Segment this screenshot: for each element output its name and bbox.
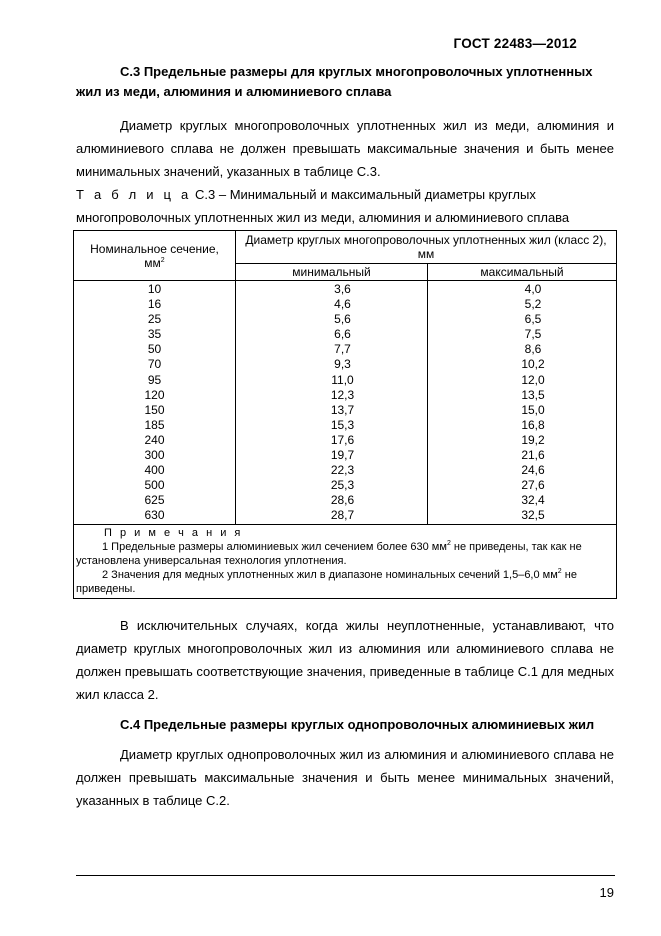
table-row <box>74 493 617 508</box>
cell-max: 4,0 <box>428 281 617 298</box>
cell-min: 15,3 <box>236 418 428 433</box>
table-notes-row <box>74 524 617 598</box>
cell-max: 15,0 <box>428 403 617 418</box>
cell-min: 28,6 <box>236 493 428 508</box>
cell-max: 32,4 <box>428 493 617 508</box>
cell-section: 400 <box>74 463 236 478</box>
cell-min: 5,6 <box>236 312 428 327</box>
notes-title: П р и м е ч а н и я <box>104 526 243 539</box>
table-row <box>74 433 617 448</box>
cell-section: 50 <box>74 342 236 357</box>
table-caption <box>76 183 614 229</box>
col-min-header: минимальный <box>236 264 428 281</box>
section-c4-title: С.4 Предельные размеры круглых однопроволочных алюминиевых жил <box>120 717 595 732</box>
cell-max: 6,5 <box>428 312 617 327</box>
cell-max: 12,0 <box>428 373 617 388</box>
cell-min: 19,7 <box>236 448 428 463</box>
table-caption-text: С.3 – Минимальный и максимальный диаметры круглых многопроволочных уплотненных жил из меди, алюминия и алюминиевого сплава <box>76 187 570 225</box>
note-1-sup: 2 <box>446 539 451 547</box>
cell-max: 27,6 <box>428 478 617 493</box>
table-row <box>74 342 617 357</box>
cell-section: 185 <box>74 418 236 433</box>
col-max-header: максимальный <box>428 264 617 281</box>
cell-max: 19,2 <box>428 433 617 448</box>
cell-min: 17,6 <box>236 433 428 448</box>
col-section-header-sup: 2 <box>160 256 165 264</box>
cell-max: 8,6 <box>428 342 617 357</box>
exceptional-cases-paragraph: В исключительных случаях, когда жилы неуплотненные, устанавливают, что диаметр круглых многопроволочных жил из алюминия или алюминиевого сплава не должен превышать соответствующие значения, приведенные в таблице С.1 для медных жил класса 2. <box>76 618 614 702</box>
note-2-sup: 2 <box>557 567 562 575</box>
table-row <box>74 281 617 298</box>
document-header: ГОСТ 22483—2012 <box>453 36 577 51</box>
table-row <box>74 373 617 388</box>
cell-section: 300 <box>74 448 236 463</box>
table-row <box>74 463 617 478</box>
cell-section: 120 <box>74 388 236 403</box>
table-notes <box>74 524 617 598</box>
table-caption-label: Т а б л и ц а <box>76 187 192 202</box>
col-section-header <box>74 231 236 281</box>
note-1 <box>76 540 612 568</box>
table-row <box>74 508 617 524</box>
cell-max: 21,6 <box>428 448 617 463</box>
table-row <box>74 297 617 312</box>
cell-section: 150 <box>74 403 236 418</box>
cell-max: 10,2 <box>428 357 617 372</box>
cell-max: 24,6 <box>428 463 617 478</box>
section-c4-paragraph: Диаметр круглых однопроволочных жил из алюминия и алюминиевого сплава не должен превышать максимальные значения и быть менее минимальных значений, указанных в таблице С.2. <box>76 747 614 808</box>
col-diameter-group-header: Диаметр круглых многопроволочных уплотненных жил (класс 2), мм <box>236 231 617 264</box>
cell-min: 3,6 <box>236 281 428 298</box>
cell-section: 10 <box>74 281 236 298</box>
cell-section: 625 <box>74 493 236 508</box>
cell-min: 4,6 <box>236 297 428 312</box>
table-row <box>74 357 617 372</box>
cell-max: 5,2 <box>428 297 617 312</box>
cell-min: 28,7 <box>236 508 428 524</box>
cell-min: 12,3 <box>236 388 428 403</box>
cell-min: 13,7 <box>236 403 428 418</box>
note-2 <box>76 568 612 596</box>
section-c3-paragraph: Диаметр круглых многопроволочных уплотненных жил из меди, алюминия и алюминиевого сплава не должен превышать максимальные значения и быть менее минимальных значений, указанных в таблице С.3. <box>76 118 614 179</box>
table-row <box>74 403 617 418</box>
table-row <box>74 388 617 403</box>
cell-section: 240 <box>74 433 236 448</box>
table-row <box>74 327 617 342</box>
cell-min: 22,3 <box>236 463 428 478</box>
note-2-text-b: не приведены. <box>76 568 577 595</box>
cell-section: 16 <box>74 297 236 312</box>
table-row <box>74 418 617 433</box>
diameter-table <box>73 230 617 599</box>
cell-max: 13,5 <box>428 388 617 403</box>
table-row <box>74 312 617 327</box>
cell-section: 35 <box>74 327 236 342</box>
cell-max: 7,5 <box>428 327 617 342</box>
footer-divider <box>76 875 615 876</box>
cell-section: 630 <box>74 508 236 524</box>
note-1-text-b: не приведены, так как не установлена универсальная технология уплотнения. <box>76 540 582 567</box>
cell-min: 25,3 <box>236 478 428 493</box>
table-row <box>74 448 617 463</box>
cell-min: 6,6 <box>236 327 428 342</box>
section-c3-title: С.3 Предельные размеры для круглых многопроволочных уплотненных жил из меди, алюминия и алюминиевого сплава <box>76 64 593 99</box>
cell-section: 70 <box>74 357 236 372</box>
note-2-text-a: 2 Значения для медных уплотненных жил в диапазоне номинальных сечений 1,5–6,0 мм <box>102 568 558 581</box>
col-section-header-text: Номинальное сечение, мм <box>90 241 219 270</box>
table-row <box>74 478 617 493</box>
cell-section: 95 <box>74 373 236 388</box>
cell-max: 16,8 <box>428 418 617 433</box>
cell-min: 7,7 <box>236 342 428 357</box>
page-number: 19 <box>599 885 614 900</box>
cell-min: 11,0 <box>236 373 428 388</box>
cell-section: 25 <box>74 312 236 327</box>
cell-max: 32,5 <box>428 508 617 524</box>
cell-section: 500 <box>74 478 236 493</box>
note-1-text-a: 1 Предельные размеры алюминиевых жил сечением более 630 мм <box>102 540 447 553</box>
cell-min: 9,3 <box>236 357 428 372</box>
